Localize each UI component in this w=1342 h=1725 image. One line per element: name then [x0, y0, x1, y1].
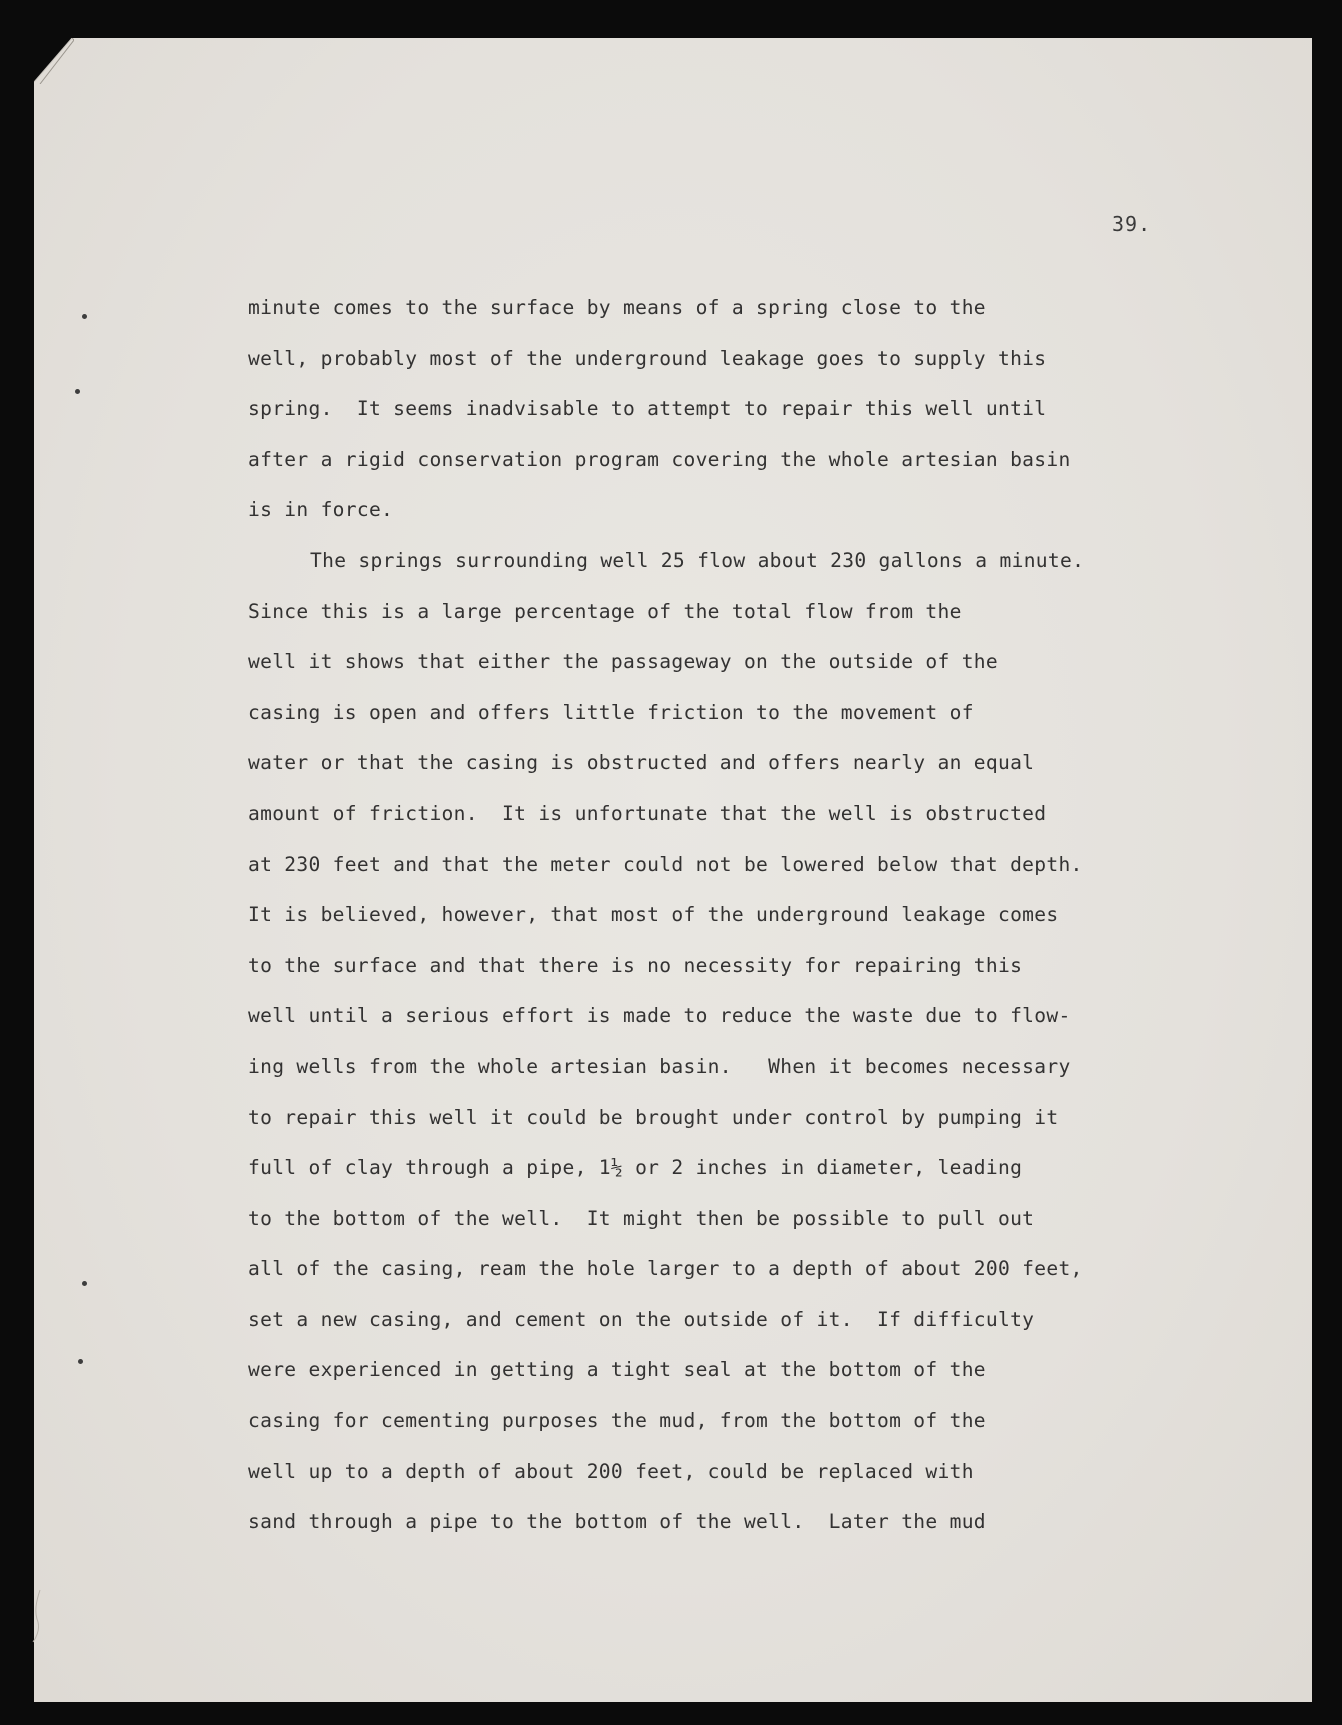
margin-dot — [75, 389, 80, 394]
margin-dot — [78, 1359, 83, 1364]
text-line: were experienced in getting a tight seal at the bottom of the — [248, 1358, 986, 1382]
body-text — [248, 283, 1268, 1548]
margin-dot — [82, 1281, 87, 1286]
text-line: ing wells from the whole artesian basin. When it becomes necessary — [248, 1054, 1071, 1078]
text-line: to repair this well it could be brought under control by pumping it — [248, 1105, 1059, 1129]
margin-dot — [82, 314, 87, 319]
text-line: spring. It seems inadvisable to attempt to repair this well until — [248, 397, 1047, 421]
text-line: casing for cementing purposes the mud, from the bottom of the — [248, 1409, 986, 1433]
text-line: Since this is a large percentage of the total flow from the — [248, 599, 962, 623]
edge-scratch — [30, 1588, 44, 1644]
text-line: well, probably most of the underground leakage goes to supply this — [248, 346, 1047, 370]
text-line: full of clay through a pipe, 1½ or 2 inches in diameter, leading — [248, 1156, 1023, 1180]
text-line: to the surface and that there is no necessity for repairing this — [248, 953, 1023, 977]
text-line: to the bottom of the well. It might then be possible to pull out — [248, 1206, 1035, 1230]
text-line: It is believed, however, that most of the underground leakage comes — [248, 903, 1059, 927]
text-line: set a new casing, and cement on the outside of it. If difficulty — [248, 1307, 1035, 1331]
text-line: amount of friction. It is unfortunate that the well is obstructed — [248, 801, 1047, 825]
text-line: is in force. — [248, 498, 394, 522]
text-line: water or that the casing is obstructed and offers nearly an equal — [248, 751, 1035, 775]
text-line: well it shows that either the passageway on the outside of the — [248, 650, 998, 674]
text-line-paragraph-start: The springs surrounding well 25 flow about 230 gallons a minute. — [310, 548, 1085, 572]
text-line: at 230 feet and that the meter could not be lowered below that depth. — [248, 852, 1083, 876]
text-line: after a rigid conservation program covering the whole artesian basin — [248, 447, 1071, 471]
page-number: 39. — [1112, 212, 1152, 236]
text-line: well up to a depth of about 200 feet, could be replaced with — [248, 1459, 974, 1483]
text-line: casing is open and offers little friction to the movement of — [248, 700, 974, 724]
text-line: all of the casing, ream the hole larger to a depth of about 200 feet, — [248, 1257, 1083, 1281]
text-line: well until a serious effort is made to reduce the waste due to flow- — [248, 1004, 1071, 1028]
text-line: minute comes to the surface by means of a spring close to the — [248, 296, 986, 319]
text-line: sand through a pipe to the bottom of the well. Later the mud — [248, 1510, 986, 1534]
